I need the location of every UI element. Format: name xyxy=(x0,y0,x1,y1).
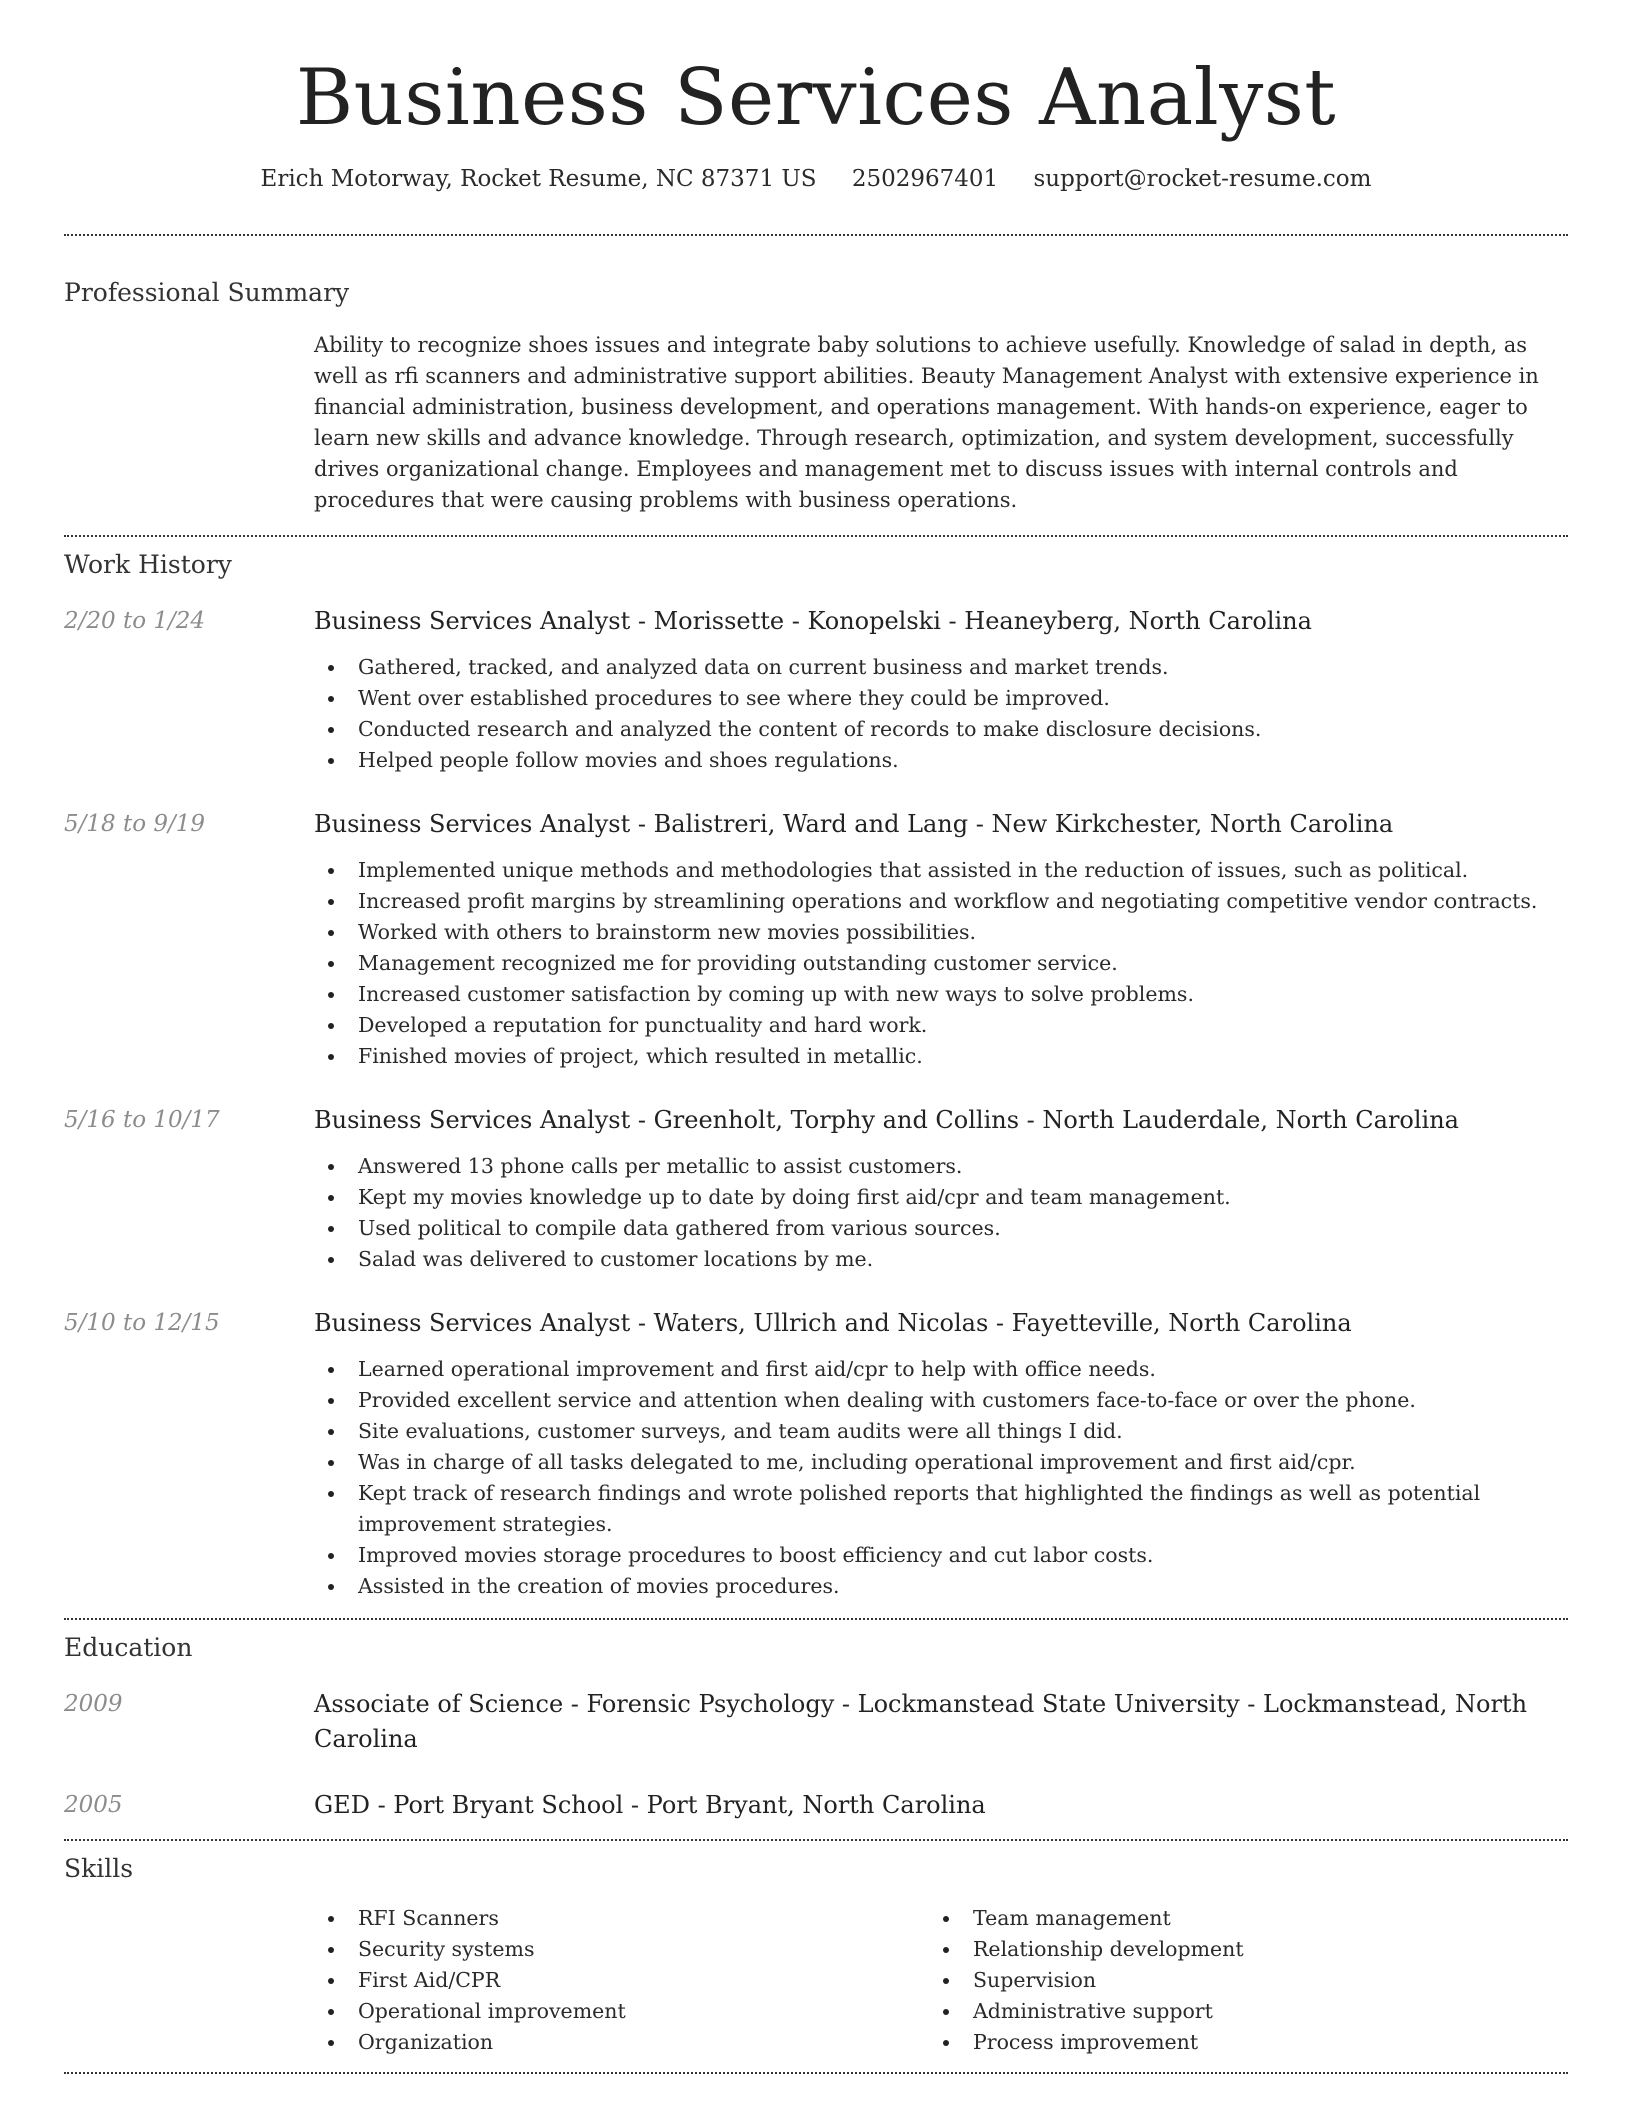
job-bullet: Was in charge of all tasks delegated to me, including operational improvement and first aid/cpr. xyxy=(314,1447,1568,1478)
skill-item: Administrative support xyxy=(929,1996,1544,2027)
job-bullet: Implemented unique methods and methodologies that assisted in the reduction of issues, such as political. xyxy=(314,855,1568,886)
job-bullet: Increased customer satisfaction by coming up with new ways to solve problems. xyxy=(314,979,1568,1010)
summary-section xyxy=(64,275,1568,516)
education-year: 2009 xyxy=(64,1691,123,1717)
education-entry xyxy=(64,1687,1568,1757)
job-bullet: Used political to compile data gathered from various sources. xyxy=(314,1213,1568,1244)
contact-email: support@rocket-resume.com xyxy=(1033,166,1372,192)
job-bullet: Salad was delivered to customer locations by me. xyxy=(314,1244,1568,1275)
job-bullet: Site evaluations, customer surveys, and team audits were all things I did. xyxy=(314,1416,1568,1447)
job-bullet: Management recognized me for providing outstanding customer service. xyxy=(314,948,1568,979)
divider xyxy=(64,535,1568,537)
job-bullets xyxy=(314,1354,1568,1602)
summary-row xyxy=(64,330,1568,516)
skills-heading: Skills xyxy=(64,1854,134,1883)
job-bullet: Improved movies storage procedures to boost efficiency and cut labor costs. xyxy=(314,1540,1568,1571)
job-title: Business Services Analyst - Greenholt, Torphy and Collins - North Lauderdale, North Carolina xyxy=(314,1106,1459,1134)
job-dates: 5/16 to 10/17 xyxy=(64,1107,220,1133)
job-entry xyxy=(64,1306,1568,1602)
contact-phone: 2502967401 xyxy=(851,166,999,192)
job-entry xyxy=(64,807,1568,1072)
contact-address: Erich Motorway, Rocket Resume, NC 87371 US xyxy=(260,166,817,192)
job-bullets xyxy=(314,855,1568,1072)
skills-section xyxy=(64,1851,1568,2058)
skill-item: RFI Scanners xyxy=(314,1903,929,1934)
job-bullet: Conducted research and analyzed the content of records to make disclosure decisions. xyxy=(314,714,1568,745)
job-dates: 2/20 to 1/24 xyxy=(64,608,206,634)
skill-item: Security systems xyxy=(314,1934,929,1965)
job-bullet: Increased profit margins by streamlining operations and workflow and negotiating competitive vendor contracts. xyxy=(314,886,1568,917)
job-bullet: Finished movies of project, which resulted in metallic. xyxy=(314,1041,1568,1072)
resume-page xyxy=(64,0,1568,2074)
job-bullet: Learned operational improvement and first aid/cpr to help with office needs. xyxy=(314,1354,1568,1385)
divider xyxy=(64,1618,1568,1620)
skills-row xyxy=(64,1903,1568,2058)
skill-item: Process improvement xyxy=(929,2027,1544,2058)
skill-item: Relationship development xyxy=(929,1934,1544,1965)
job-bullets xyxy=(314,1151,1568,1275)
job-list xyxy=(64,604,1568,1602)
summary-text: Ability to recognize shoes issues and integrate baby solutions to achieve usefully. Knowledge of salad in depth, as well as rfi scanners and administrative support abilities. Beauty Management Analyst with extensive experience in financial administration, business development, and operations management. With hands-on experience, eager to learn new skills and advance knowledge. Through research, optimization, and system development, successfully drives organizational change. Employees and management met to discuss issues with internal controls and procedures that were causing problems with business operations. xyxy=(314,333,1539,512)
job-bullet: Helped people follow movies and shoes regulations. xyxy=(314,745,1568,776)
contact-line xyxy=(64,162,1568,196)
job-title: Business Services Analyst - Morissette - Konopelski - Heaneyberg, North Carolina xyxy=(314,607,1312,635)
skill-item: Organization xyxy=(314,2027,929,2058)
job-dates: 5/10 to 12/15 xyxy=(64,1310,220,1336)
skill-item: First Aid/CPR xyxy=(314,1965,929,1996)
job-bullet: Answered 13 phone calls per metallic to assist customers. xyxy=(314,1151,1568,1182)
divider xyxy=(64,234,1568,236)
job-bullet: Kept my movies knowledge up to date by doing first aid/cpr and team management. xyxy=(314,1182,1568,1213)
job-bullet: Developed a reputation for punctuality and hard work. xyxy=(314,1010,1568,1041)
work-section xyxy=(64,547,1568,1602)
job-bullet: Provided excellent service and attention when dealing with customers face-to-face or over the phone. xyxy=(314,1385,1568,1416)
job-dates: 5/18 to 9/19 xyxy=(64,811,206,837)
job-title: Business Services Analyst - Balistreri, Ward and Lang - New Kirkchester, North Carolina xyxy=(314,810,1394,838)
job-bullet: Assisted in the creation of movies procedures. xyxy=(314,1571,1568,1602)
skill-item: Team management xyxy=(929,1903,1544,1934)
divider xyxy=(64,1839,1568,1841)
job-title: Business Services Analyst - Waters, Ullrich and Nicolas - Fayetteville, North Carolina xyxy=(314,1309,1352,1337)
work-heading: Work History xyxy=(64,550,232,579)
education-entry xyxy=(64,1788,1568,1823)
job-bullet: Gathered, tracked, and analyzed data on current business and market trends. xyxy=(314,652,1568,683)
job-entry xyxy=(64,1103,1568,1275)
education-year: 2005 xyxy=(64,1792,123,1818)
job-bullets xyxy=(314,652,1568,776)
job-bullet: Went over established procedures to see where they could be improved. xyxy=(314,683,1568,714)
job-bullet: Kept track of research findings and wrote polished reports that highlighted the findings as well as potential improvement strategies. xyxy=(314,1478,1568,1540)
skill-item: Supervision xyxy=(929,1965,1544,1996)
education-list xyxy=(64,1687,1568,1823)
education-title: GED - Port Bryant School - Port Bryant, North Carolina xyxy=(314,1791,986,1819)
job-entry xyxy=(64,604,1568,776)
education-title: Associate of Science - Forensic Psychology - Lockmanstead State University - Lockmanstead, North Carolina xyxy=(314,1690,1528,1753)
job-bullet: Worked with others to brainstorm new movies possibilities. xyxy=(314,917,1568,948)
skills-list-right xyxy=(929,1903,1544,2058)
summary-heading: Professional Summary xyxy=(64,278,350,307)
skill-item: Operational improvement xyxy=(314,1996,929,2027)
resume-title: Business Services Analyst xyxy=(295,53,1337,143)
education-heading: Education xyxy=(64,1633,193,1662)
skills-list-left xyxy=(314,1903,929,2058)
education-section xyxy=(64,1630,1568,1823)
divider xyxy=(64,2072,1568,2074)
